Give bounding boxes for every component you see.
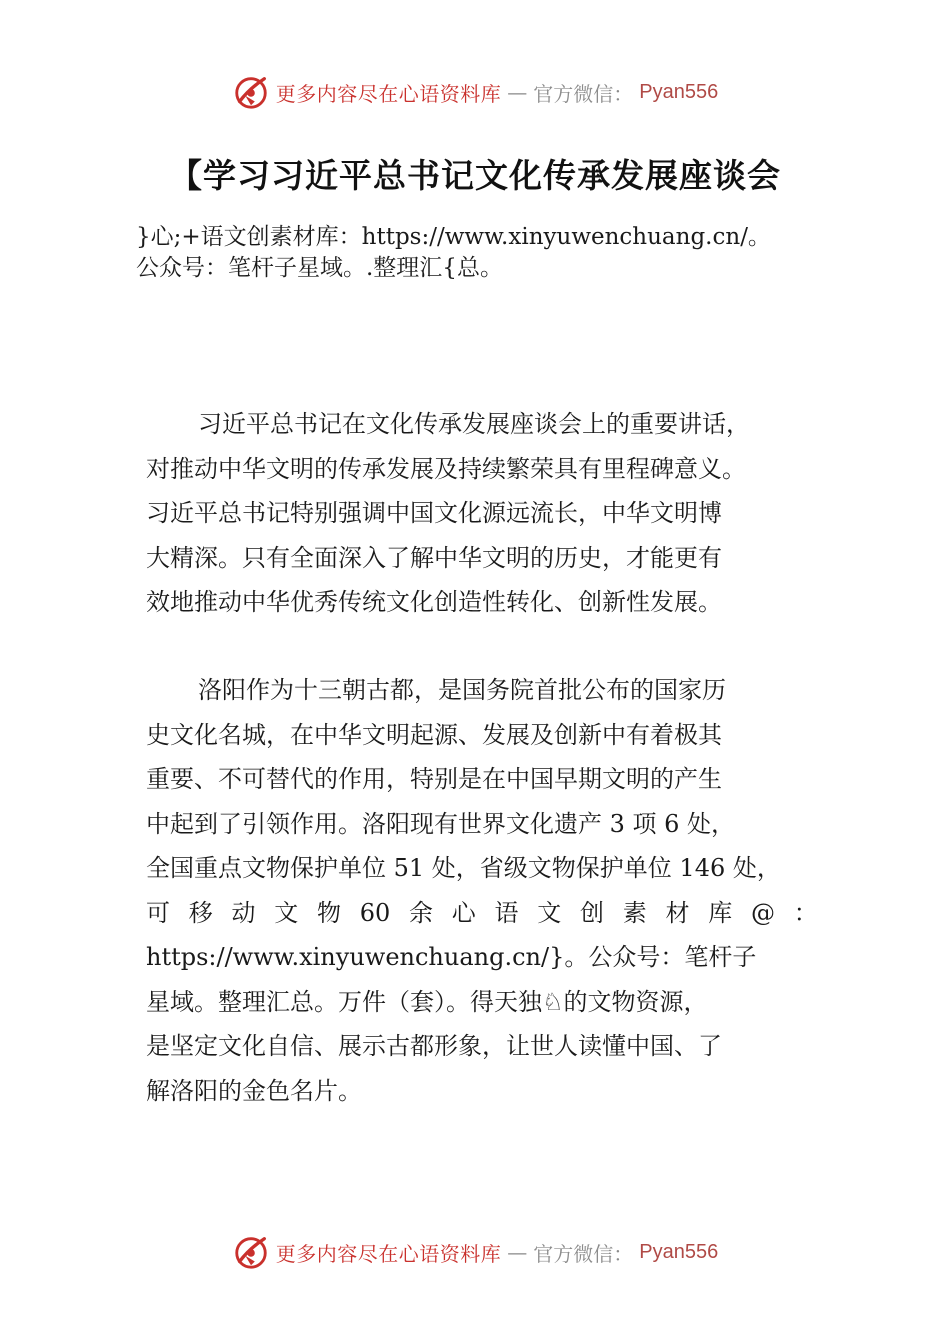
paragraph-line: https://www.xinyuwenchuang.cn/}。公众号：笔杆子 <box>146 943 757 971</box>
brush-logo-icon <box>232 1233 270 1271</box>
paragraph-line: 全国重点文物保护单位 51 处，省级文物保护单位 146 处， <box>146 854 781 882</box>
paragraph-line: 效地推动中华优秀传统文化创造性转化、创新性发展。 <box>146 588 722 616</box>
source-note-line: }心;+语文创素材库：https://www.xinyuwenchuang.cn/。 <box>136 224 771 250</box>
banner-separator: — <box>507 80 528 104</box>
spread-token: 语 <box>494 898 519 927</box>
banner-text: 更多内容尽在心语资料库 <box>275 1241 502 1266</box>
spread-token: 材 <box>665 898 690 927</box>
paragraph-line: 重要、不可替代的作用，特别是在中国早期文明的产生 <box>146 765 722 793</box>
spread-token: 心 <box>451 898 476 927</box>
spread-token: 素 <box>622 898 647 927</box>
header-banner <box>0 70 950 114</box>
spread-token: 文 <box>537 898 562 927</box>
spread-token: 移 <box>188 898 213 927</box>
banner-separator: — <box>507 1240 528 1264</box>
paragraph-line: 星域。整理汇总。万件（套）。得天独♘的文物资源， <box>146 987 708 1016</box>
paragraph-line: 中起到了引领作用。洛阳现有世界文化遗产 3 项 6 处， <box>146 809 736 838</box>
spread-token: 文 <box>274 898 299 927</box>
spread-token: @ <box>751 898 776 927</box>
footer-banner <box>0 1230 950 1274</box>
paragraph-line: 解洛阳的金色名片。 <box>146 1076 362 1105</box>
banner-wechat-id: Pyan556 <box>639 80 719 103</box>
spread-token: 库 <box>708 898 733 927</box>
spread-token: 创 <box>580 898 605 927</box>
spread-token: ： <box>793 898 818 927</box>
spread-token: 余 <box>409 898 434 927</box>
page-title: 【学习习近平总书记文化传承发展座谈会 <box>169 156 781 195</box>
brush-logo-icon <box>232 73 270 111</box>
paragraph-line: 是坚定文化自信、展示古都形象，让世人读懂中国、了 <box>146 1032 722 1060</box>
banner-wechat-id: Pyan556 <box>639 1240 719 1263</box>
paragraph-line: 对推动中华文明的传承发展及持续繁荣具有里程碑意义。 <box>146 454 746 483</box>
banner-wechat-label: 官方微信： <box>533 81 634 106</box>
source-note-line: 公众号：笔杆子星域。.整理汇{总。 <box>136 255 503 281</box>
banner-text: 更多内容尽在心语资料库 <box>275 81 502 106</box>
paragraph-line-spread <box>146 891 818 936</box>
source-note <box>136 222 836 284</box>
paragraph-2 <box>146 668 818 1113</box>
spread-token: 60 <box>359 898 391 927</box>
spread-token: 物 <box>317 898 341 927</box>
paragraph-line: 史文化名城，在中华文明起源、发展及创新中有着极其 <box>146 720 722 749</box>
spread-token: 可 <box>146 898 170 927</box>
paragraph-1 <box>146 402 818 625</box>
banner-wechat-label: 官方微信： <box>533 1241 634 1266</box>
paragraph-line: 习近平总书记在文化传承发展座谈会上的重要讲话， <box>198 410 750 438</box>
spread-token: 动 <box>231 898 256 927</box>
paragraph-line: 洛阳作为十三朝古都，是国务院首批公布的国家历 <box>198 676 726 704</box>
paragraph-line: 大精深。只有全面深入了解中华文明的历史，才能更有 <box>146 543 722 572</box>
paragraph-line: 习近平总书记特别强调中国文化源远流长，中华文明博 <box>146 499 722 527</box>
